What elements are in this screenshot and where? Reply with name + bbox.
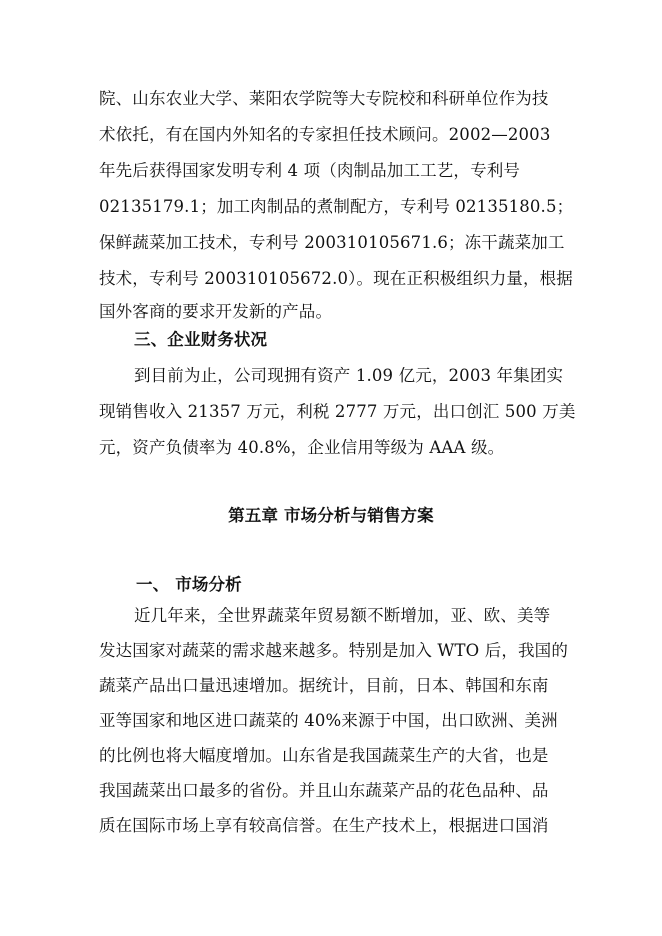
paragraph-line: 年先后获得国家发明专利 4 项（肉制品加工工艺，专利号: [99, 161, 521, 180]
paragraph-line: 现销售收入 21357 万元，利税 2777 万元，出口创汇 500 万美: [99, 402, 576, 421]
paragraph-line: 到目前为止，公司现拥有资产 1.09 亿元，2003 年集团实: [134, 366, 564, 385]
paragraph-line: 元，资产负债率为 40.8%，企业信用等级为 AAA 级。: [99, 438, 505, 457]
paragraph-line: 的比例也将大幅度增加。山东省是我国蔬菜生产的大省，也是: [99, 746, 549, 765]
paragraph-line: 国外客商的要求开发新的产品。: [99, 302, 333, 321]
paragraph-line: 保鲜蔬菜加工技术，专利号 200310105671.6；冻干蔬菜加工: [99, 233, 565, 252]
paragraph-line: 近几年来，全世界蔬菜年贸易额不断增加，亚、欧、美等: [134, 606, 551, 625]
section-heading-finance: 三、企业财务状况: [134, 330, 268, 349]
paragraph-line: 技术，专利号 200310105672.0）。现在正积极组织力量，根据: [99, 269, 573, 288]
chapter-title: 第五章 市场分析与销售方案: [228, 506, 434, 525]
paragraph-line: 我国蔬菜出口最多的省份。并且山东蔬菜产品的花色品种、品: [99, 781, 549, 800]
paragraph-line: 02135179.1；加工肉制品的煮制配方，专利号 02135180.5；: [99, 197, 574, 216]
paragraph-line: 质在国际市场上享有较高信誉。在生产技术上，根据进口国消: [99, 816, 549, 835]
paragraph-line: 发达国家对蔬菜的需求越来越多。特别是加入 WTO 后，我国的: [99, 641, 568, 660]
paragraph-line: 亚等国家和地区进口蔬菜的 40%来源于中国，出口欧洲、美洲: [99, 711, 558, 730]
section-heading-market-analysis: 一、 市场分析: [136, 575, 242, 594]
paragraph-line: 蔬菜产品出口量迅速增加。据统计，目前，日本、韩国和东南: [99, 676, 549, 695]
paragraph-line: 院、山东农业大学、莱阳农学院等大专院校和科研单位作为技: [99, 89, 549, 108]
paragraph-line: 术依托，有在国内外知名的专家担任技术顾问。2002—2003: [99, 125, 551, 144]
